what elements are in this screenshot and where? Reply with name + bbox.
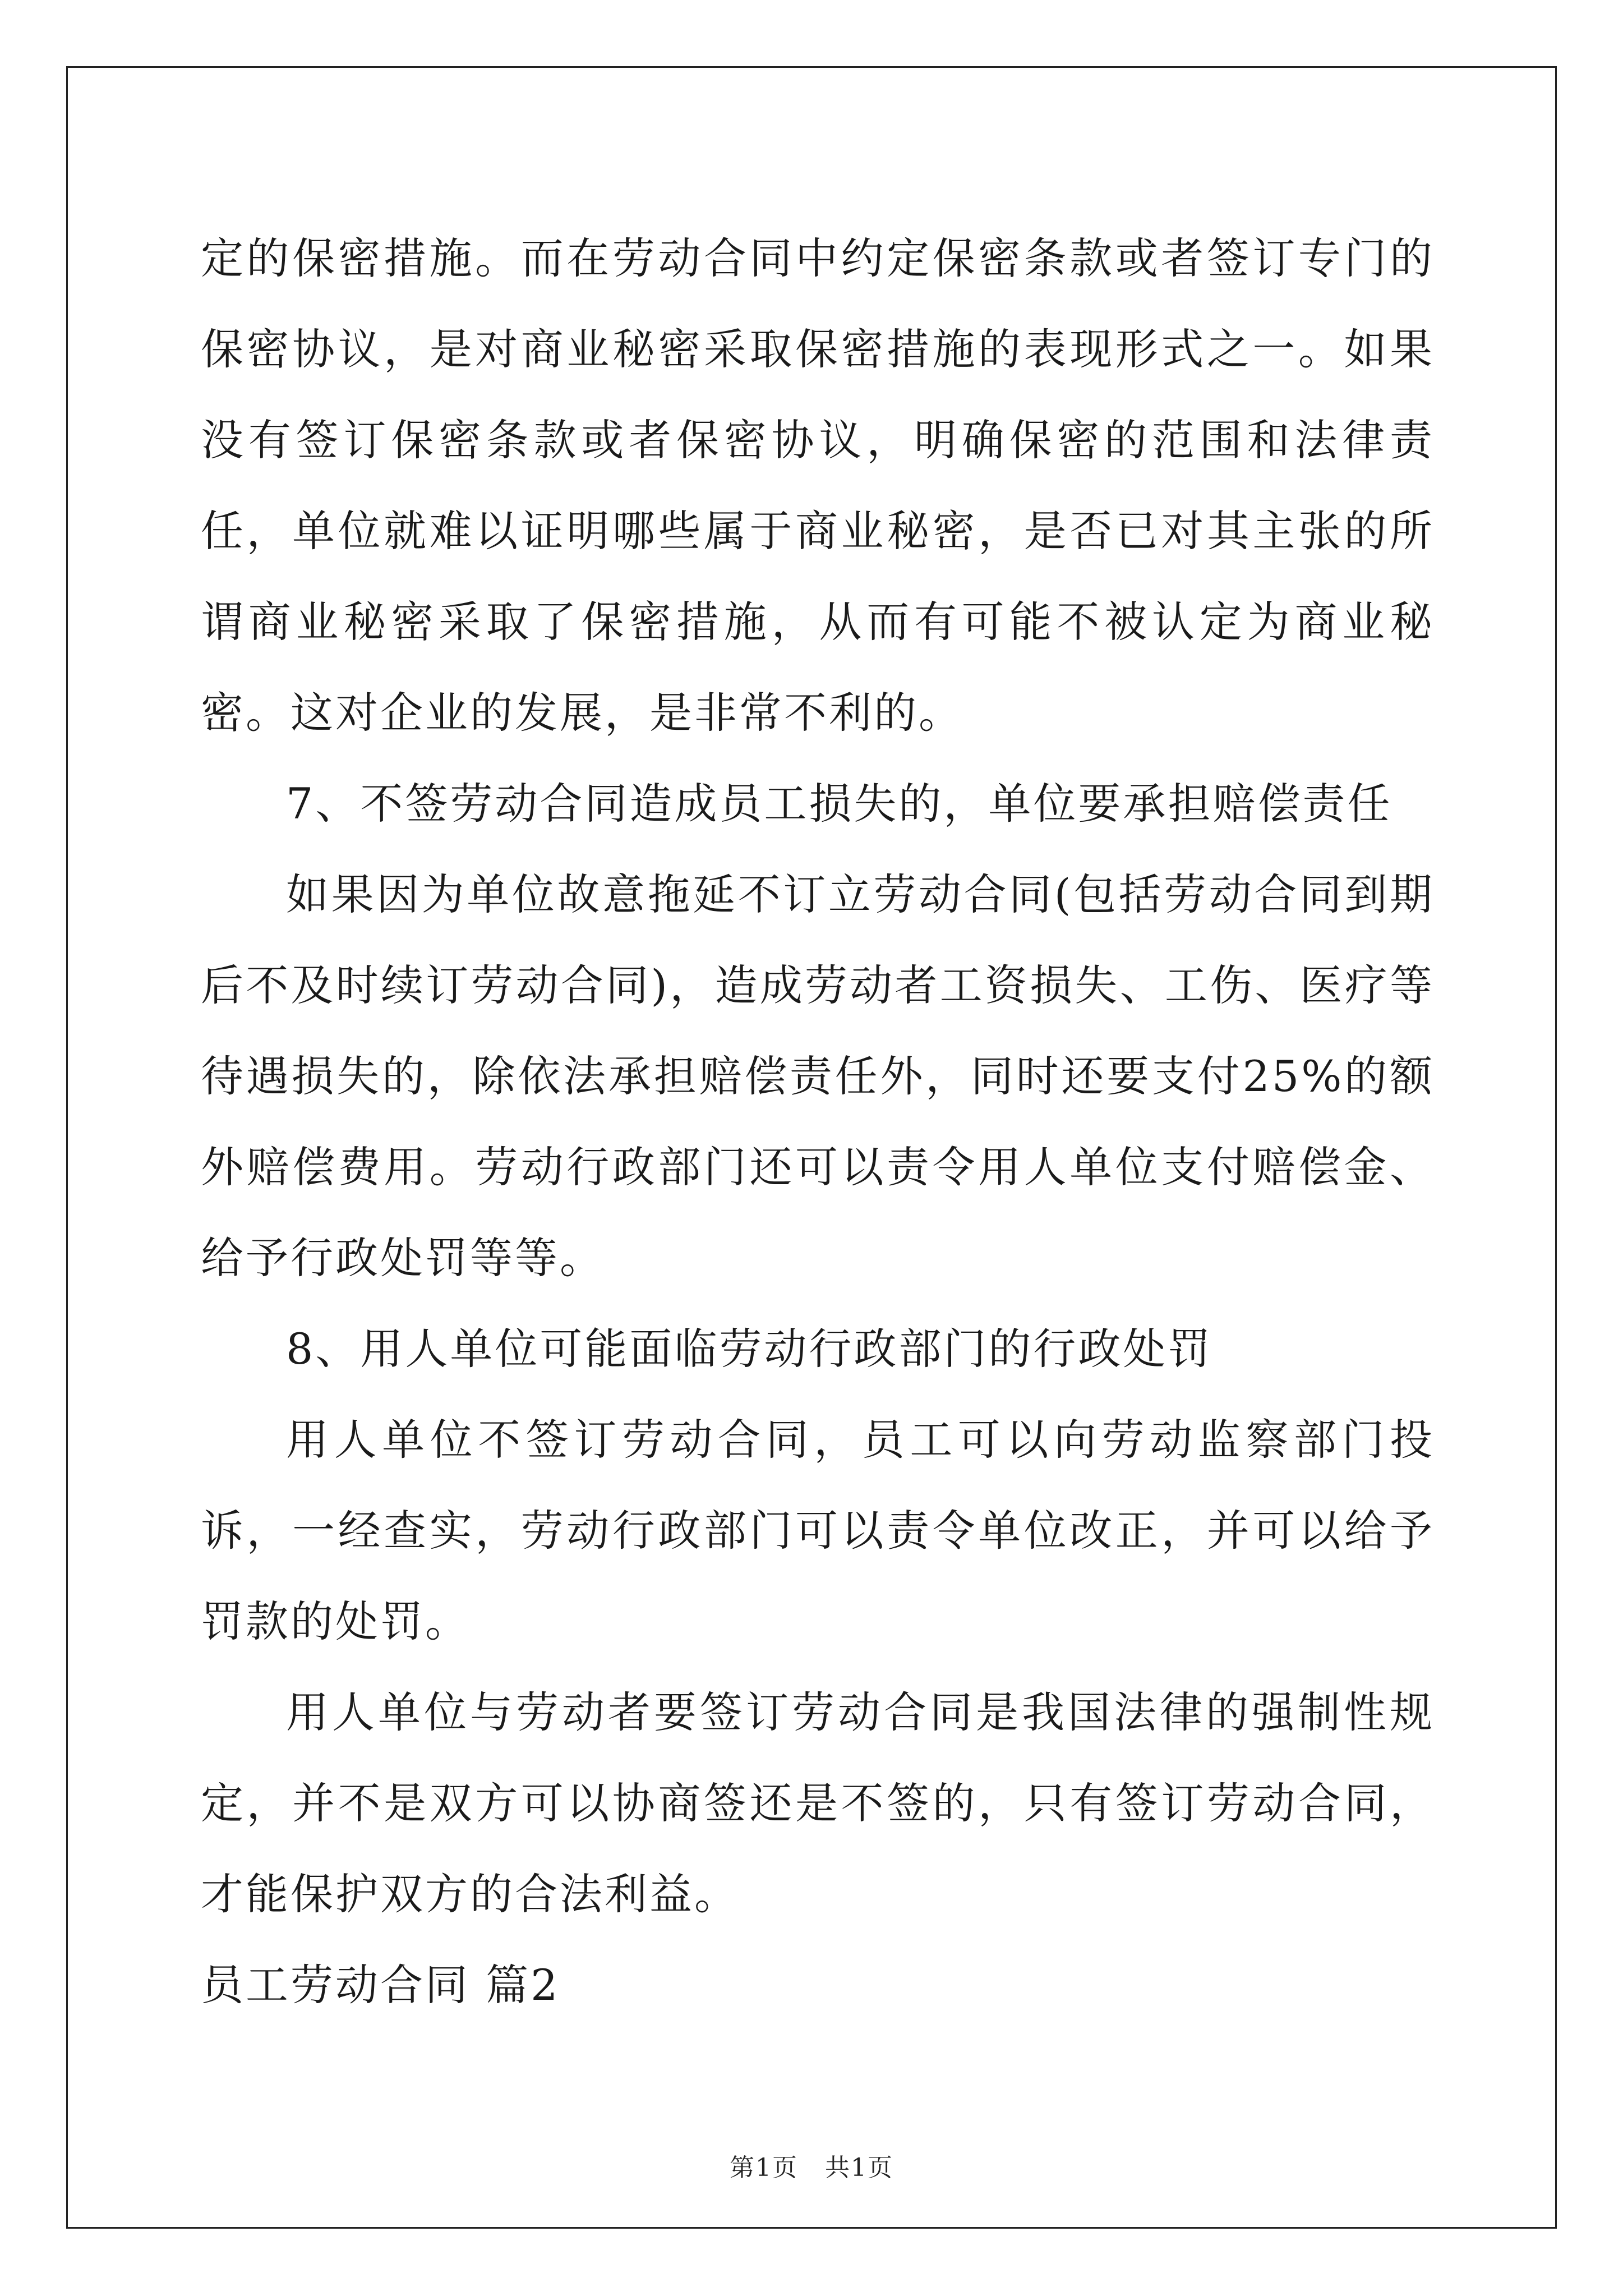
section-title: 员工劳动合同 篇2 (201, 1960, 560, 2010)
heading-item-8: 8、用人单位可能面临劳动行政部门的行政处罚 (286, 1324, 1213, 1374)
page-number: 第1页 (730, 2154, 798, 2182)
paragraph-conclusion: 用人单位与劳动者要签订劳动合同是我国法律的强制性规定，并不是双方可以协商签还是不签的，只有签订劳动合同，才能保护双方的合法利益。 (201, 1687, 1435, 1919)
paragraph-penalty: 用人单位不签订劳动合同，员工可以向劳动监察部门投诉，一经查实，劳动行政部门可以责令单位改正，并可以给予罚款的处罚。 (201, 1415, 1435, 1646)
heading-item-7: 7、不签劳动合同造成员工损失的，单位要承担赔偿责任 (286, 779, 1393, 829)
document-body (201, 213, 1435, 2031)
page-total: 共1页 (825, 2154, 893, 2182)
paragraph-compensation: 如果因为单位故意拖延不订立劳动合同(包括劳动合同到期后不及时续订劳动合同)，造成劳动者工资损失、工伤、医疗等待遇损失的，除依法承担赔偿责任外，同时还要支付25%的额外赔偿费用。劳动行政部门还可以责令用人单位支付赔偿金、给予行政处罚等等。 (201, 869, 1435, 1283)
paragraph-confidentiality: 定的保密措施。而在劳动合同中约定保密条款或者签订专门的保密协议，是对商业秘密采取保密措施的表现形式之一。如果没有签订保密条款或者保密协议，明确保密的范围和法律责任，单位就难以证明哪些属于商业秘密，是否已对其主张的所谓商业秘密采取了保密措施，从而有可能不被认定为商业秘密。这对企业的发展，是非常不利的。 (201, 233, 1435, 738)
page-footer (0, 2147, 1623, 2183)
